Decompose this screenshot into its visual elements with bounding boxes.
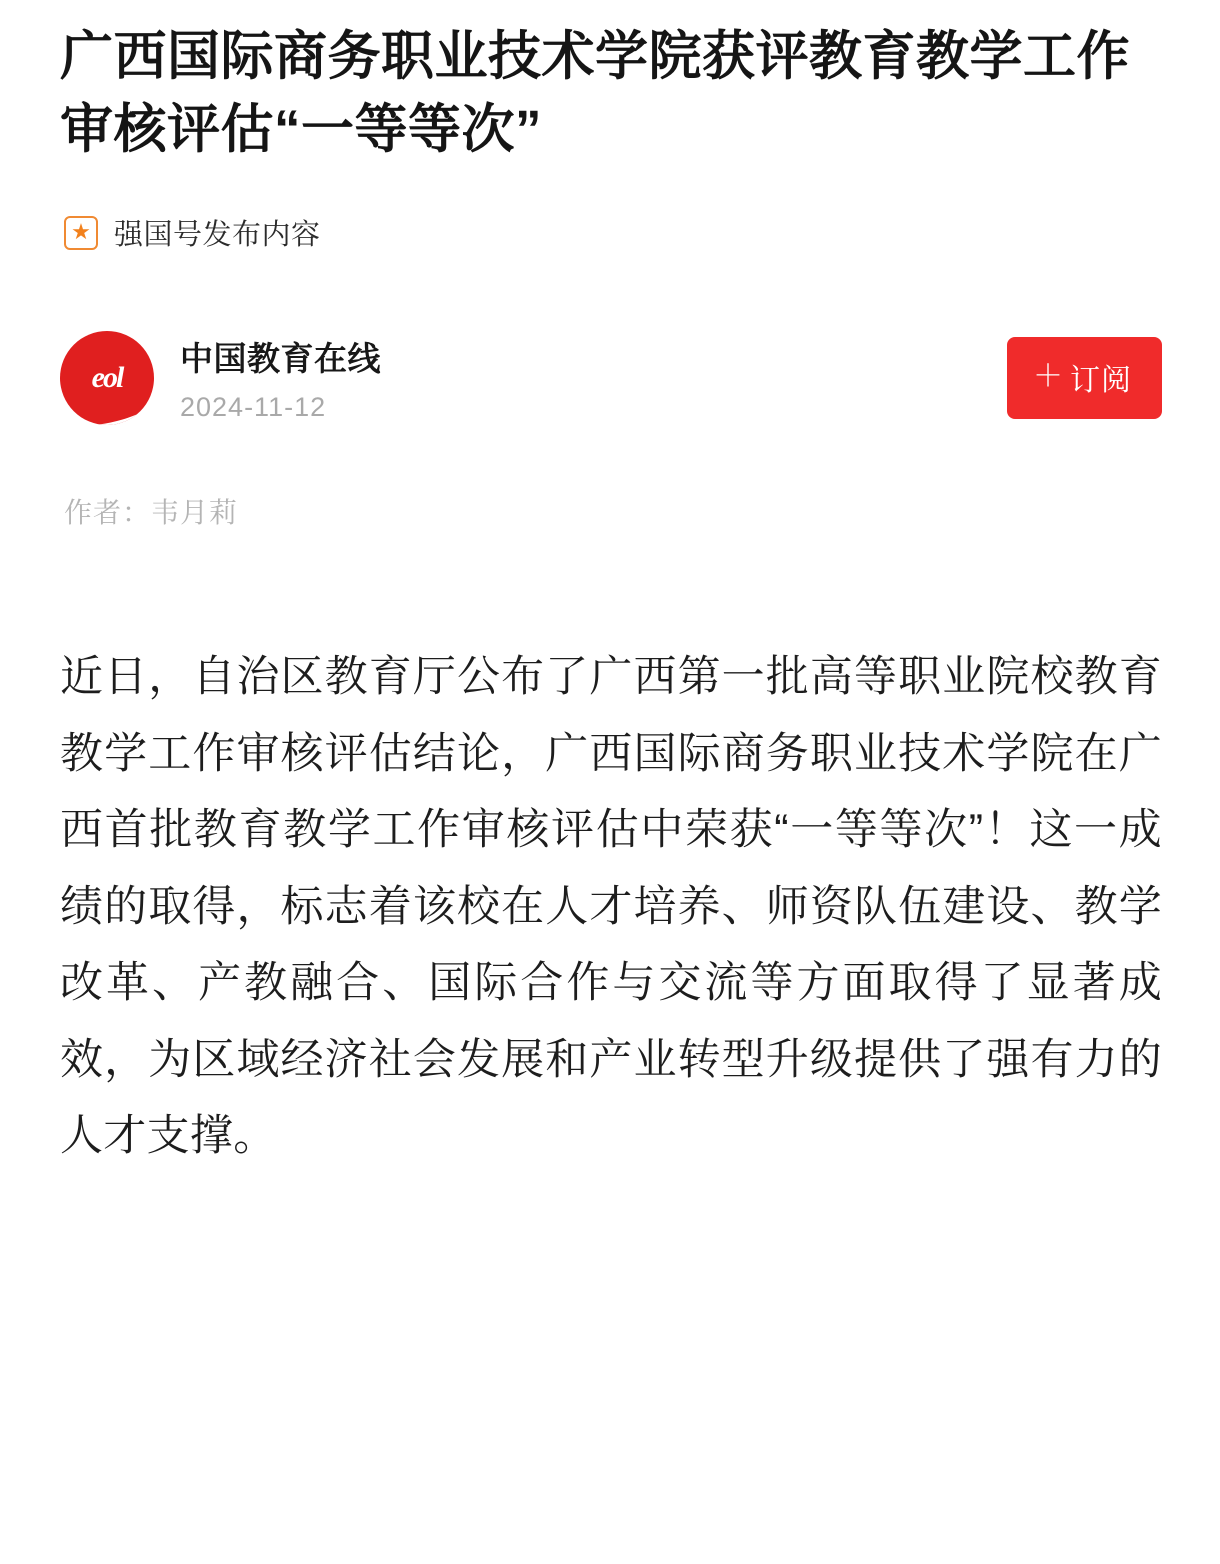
article-body (60, 639, 1162, 1175)
subscribe-button[interactable] (1007, 337, 1162, 419)
plus-icon: ＋ (1033, 360, 1064, 394)
star-glyph: ★ (71, 219, 91, 245)
avatar-label: eol (91, 361, 123, 395)
subscribe-button-label: 订阅 (1070, 364, 1132, 398)
publish-source-badge (64, 212, 1162, 253)
body-paragraph: 近日，自治区教育厅公布了广西第一批高等职业院校教育教学工作审核评估结论，广西国际商务职业技术学院在广西首批教育教学工作审核评估中荣获“一等等次”！这一成绩的取得，标志着该校在人才培养、师资队伍建设、教学改革、产教融合、国际合作与交流等方面取得了显著成效，为区域经济社会发展和产业转型升级提供了强有力的人才支撑。 (60, 653, 1162, 1161)
avatar[interactable] (60, 331, 154, 425)
star-badge-icon (64, 216, 98, 250)
page-title: 广西国际商务职业技术学院获评教育教学工作审核评估“一等等次” (60, 27, 1130, 160)
author-line: 作者：韦月莉 (64, 497, 239, 529)
publish-source-label: 强国号发布内容 (114, 219, 321, 252)
publish-date: 2024-11-12 (180, 392, 327, 423)
publisher-meta (180, 333, 1007, 423)
publisher-name[interactable]: 中国教育在线 (180, 340, 381, 378)
publisher-row (60, 331, 1162, 425)
